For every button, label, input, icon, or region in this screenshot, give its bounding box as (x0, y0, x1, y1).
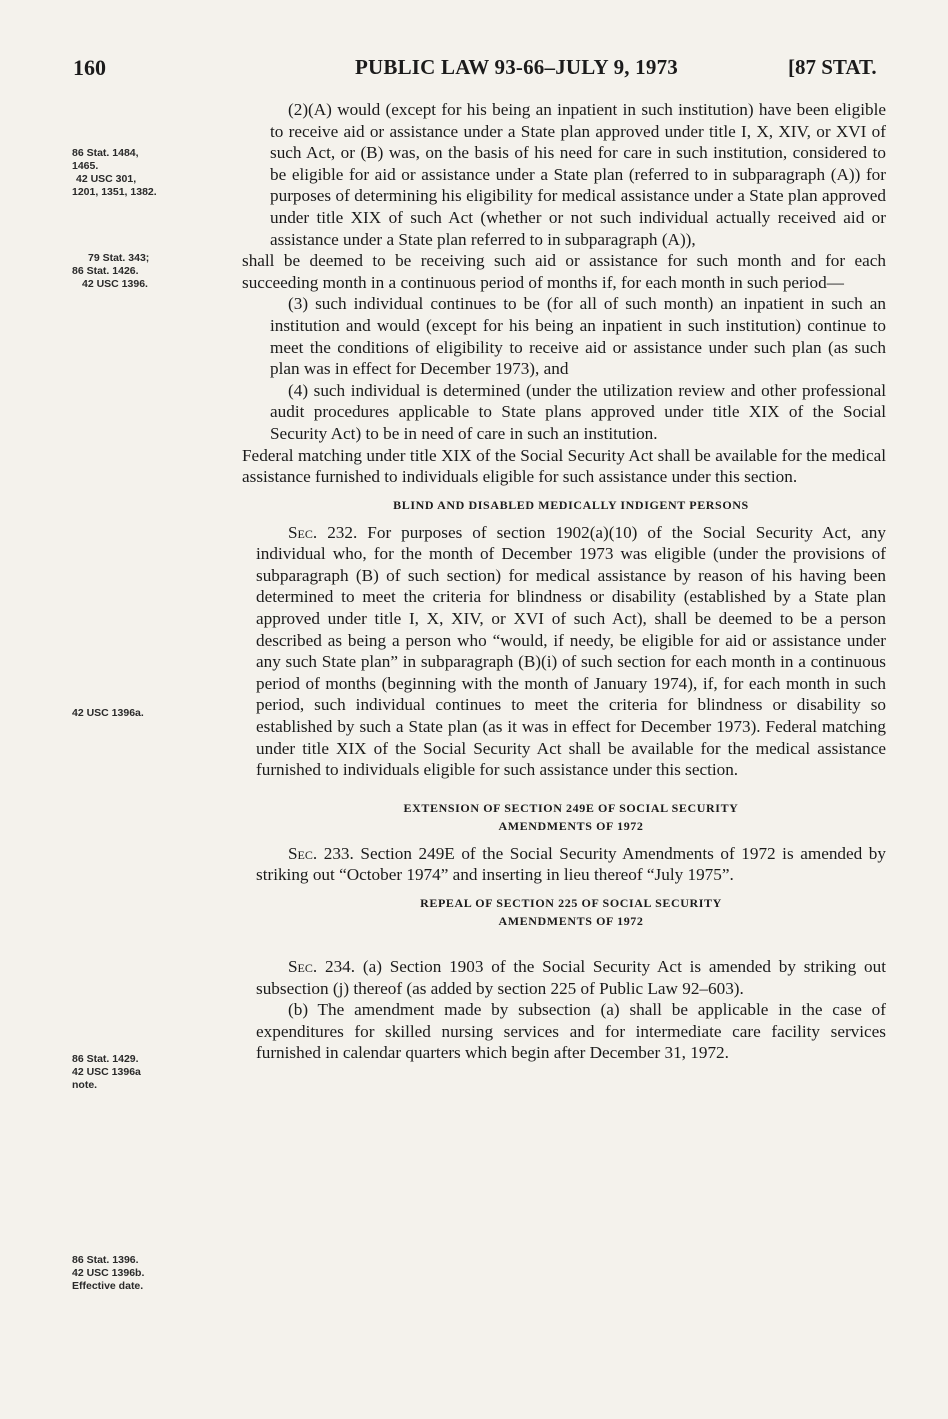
section-232-label: Sec. 232. (288, 522, 358, 542)
margin-note-citation-4: 86 Stat. 1429. 42 USC 1396a note. (72, 1053, 141, 1091)
section-234-text-b: (b) The amendment made by subsection (a) shall be applicable in the case of expenditures for skilled nursing services and for intermediate care facility services furnished in calendar quarters which begin after December 31, 1972. (256, 1000, 886, 1063)
page-number: 160 (73, 55, 106, 80)
section-232-heading: BLIND AND DISABLED MEDICALLY INDIGENT PERSONS (393, 497, 749, 512)
page-header (0, 55, 948, 85)
paragraph-4: (4) such individual is determined (under the utilization review and other professional audit procedures applicable to State plans approved under title XIX of the Social Security Act) to be in need of care in such an institution. (270, 380, 886, 443)
margin-note-citation-5: 86 Stat. 1396. 42 USC 1396b. Effective date. (72, 1254, 145, 1292)
section-234-text-a: Sec. 234. (a) Section 1903 of the Social Security Act is amended by striking out subsection (j) thereof (as added by section 225 of Public Law 92–603). (256, 957, 886, 998)
section-234-heading-line-1: REPEAL OF SECTION 225 OF SOCIAL SECURITY (420, 896, 722, 910)
paragraph-2: (2)(A) would (except for his being an inpatient in such institution) have been eligible to receive aid or assistance under a State plan approved under title I, X, XIV, or XVI of such Act, or (B) was, on the basis of his need for care in such institution, considered to be eligible for aid or assistance under a State plan (referred to in subparagraph (A)) for purposes of determining his eligibility for medical assistance under a State plan approved under title XIX of such Act (whether or not such individual actually received aid or assistance under a State plan referred to in subparagraph (A)), (270, 100, 886, 249)
body-text (242, 99, 886, 1064)
section-232-text: Sec. 232. For purposes of section 1902(a)(10) of the Social Security Act, any individual who, for the month of December 1973 was eligible (under the provisions of subparagraph (B) of such section) for medical assistance by reason of his having been determined to meet the criteria for blindness or disability (established by a State plan approved under title I, X, XIV, or XVI of such Act), shall be deemed to be a person described as being a person who “would, if needy, be eligible for aid or assistance under any such State plan” in subparagraph (B)(i) of such section for each month in a continuous period of months (beginning with the month of January 1974), if, for each month in such period, such individual continues to meet the criteria for blindness or disability so established by such a State plan (as it was in effect for December 1973). Federal matching under title XIX of the Social Security Act shall be available for the medical assistance furnished to individuals eligible for such assistance under this section. (256, 522, 886, 780)
page-title: PUBLIC LAW 93-66–JULY 9, 1973 (355, 55, 678, 79)
margin-note-citation-3: 42 USC 1396a. (72, 707, 144, 719)
paragraph-shall-be-deemed: shall be deemed to be receiving such aid or assistance for such month and for each succeeding month in a continuous period of months if, for each month in such period— (242, 251, 886, 292)
section-233-heading-line-2: AMENDMENTS OF 1972 (498, 818, 644, 833)
section-233-text: Sec. 233. Section 249E of the Social Security Amendments of 1972 is amended by striking out “October 1974” and inserting in lieu thereof “July 1975”. (256, 843, 886, 885)
section-233-label: Sec. 233. (288, 843, 354, 863)
section-233-heading-line-1: EXTENSION OF SECTION 249E OF SOCIAL SECURITY (403, 800, 739, 815)
paragraph-federal-matching: Federal matching under title XIX of the Social Security Act shall be available for the medical assistance furnished to individuals eligible for such assistance under this section. (242, 445, 886, 487)
margin-note-citation-2: 79 Stat. 343; 86 Stat. 1426. 42 USC 1396. (72, 252, 150, 290)
statute-reference: [87 STAT. (788, 55, 877, 79)
section-234-heading-line-2: AMENDMENTS OF 1972 (498, 914, 644, 928)
paragraph-3: (3) such individual continues to be (for all of such month) an inpatient in such an institution and would (except for his being an inpatient in such institution) continue to meet the conditions of eligibility to receive aid or assistance under such plan (as such plan was in effect for December 1973), and (270, 294, 886, 379)
section-234-label: Sec. 234. (288, 957, 356, 976)
margin-note-citation-1: 86 Stat. 1484, 1465. 42 USC 301, 1201, 1351, 1382. (72, 147, 157, 198)
